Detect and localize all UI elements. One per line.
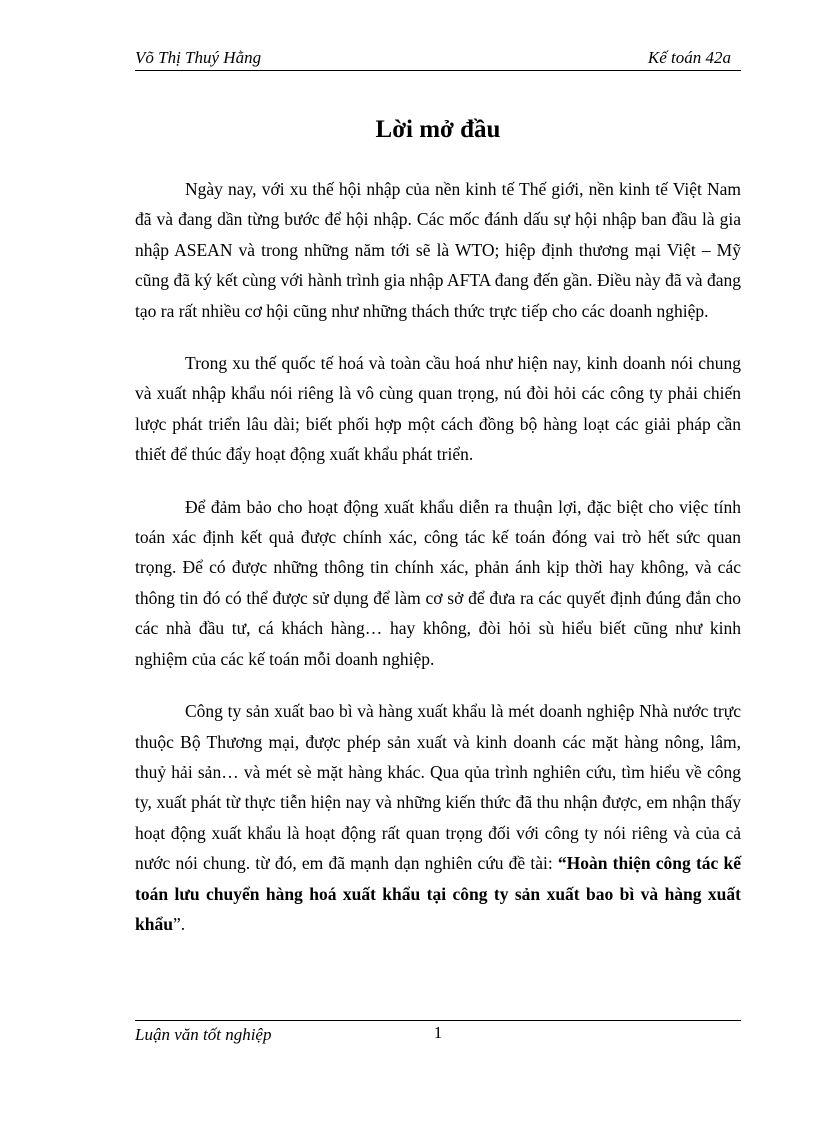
paragraph-2: Trong xu thế quốc tế hoá và toàn cầu hoá như hiện nay, kinh doanh nói chung và xuất nhập khẩu nói riêng là vô cùng quan trọng, nú đòi hỏi các công ty phải chiến lược phát triển lâu dài; biết phối hợp một cách đồng bộ hàng loạt các giải pháp cần thiết để thúc đẩy hoạt động xuất khẩu phát triển.	[135, 353, 741, 465]
footer-divider	[135, 1020, 741, 1021]
paragraph-4-text: Công ty sản xuất bao bì và hàng xuất khẩu là mét doanh nghiệp Nhà nước trực thuộc Bộ Thương mại, được phép sản xuất và kinh doanh các mặt hàng nông, lâm, thuỷ hải sản… và mét sè mặt hàng khác. Qua qủa trình nghiên cứu, tìm hiểu về công ty, xuất phát từ thực tiễn hiện nay và những kiến thức đã thu nhận được, em nhận thấy hoạt động xuất khẩu là hoạt động rất quan trọng đối với công ty nói riêng và của cả nước nói chung. từ đó, em đã mạnh dạn nghiên cứu đề tài:	[135, 701, 741, 874]
paragraph-1: Ngày nay, với xu thế hội nhập của nền kinh tế Thế giới, nền kinh tế Việt Nam đã và đang dần từng bước để hội nhập. Các mốc đánh dấu sự hội nhập ban đầu là gia nhập ASEAN và trong những năm tới sẽ là WTO; hiệp định thương mại Việt – Mỹ cũng đã ký kết cùng với hành trình gia nhập AFTA đang đến gần. Điều này đã và đang tạo ra rất nhiều cơ hội cũng như những thách thức trực tiếp cho các doanh nghiệp.	[135, 179, 741, 321]
header-author: Võ Thị Thuý Hằng	[135, 48, 262, 67]
document-body	[135, 174, 741, 961]
page-header	[135, 48, 741, 71]
thesis-topic: “Hoàn thiện công tác kế toán lưu chuyển hàng hoá xuất khẩu tại công ty sản xuất bao bì và hàng xuất khẩu	[135, 853, 741, 934]
paragraph-3: Để đảm bảo cho hoạt động xuất khẩu diễn ra thuận lợi, đặc biệt cho việc tính toán xác định kết quả được chính xác, công tác kế toán đóng vai trò hết sức quan trọng. Để có được những thông tin chính xác, phản ánh kịp thời hay không, và các thông tin đó có thể được sử dụng để làm cơ sở để đưa ra các quyết định đúng đắn cho các nhà đầu tư, cá khách hàng… hay không, đòi hỏi sù hiểu biết cũng như kinh nghiệm của các kế toán mỗi doanh nghiệp.	[135, 496, 741, 669]
paragraph-4-closing: ”.	[172, 913, 186, 934]
paragraph-4	[135, 696, 741, 939]
header-class: Kế toán 42a	[647, 48, 731, 67]
page-title: Lời mở đầu	[375, 116, 501, 143]
footer-label: Luận văn tốt nghiệp	[135, 1025, 272, 1044]
page-number: 1	[433, 1023, 443, 1042]
